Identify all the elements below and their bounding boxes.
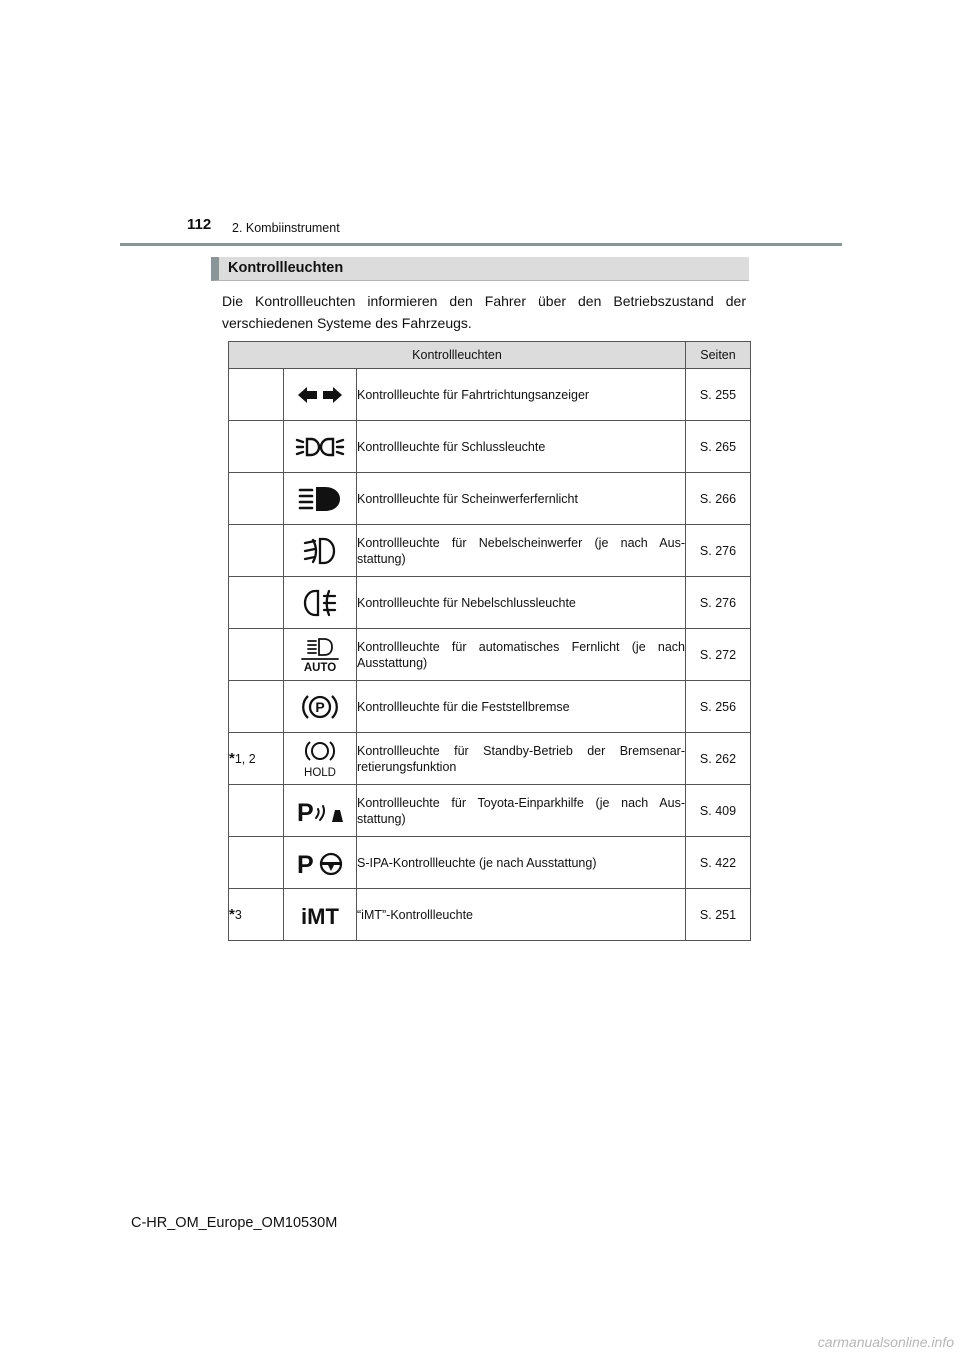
auto-label: AUTO [303, 661, 337, 673]
row-page-ref: S. 255 [686, 369, 751, 421]
row-description: “iMT”-Kontrollleuchte [357, 889, 686, 941]
row-page-ref: S. 276 [686, 577, 751, 629]
row-page-ref: S. 276 [686, 525, 751, 577]
rear-fog-light-icon [302, 589, 338, 617]
row-description: Kontrollleuchte für automatisches Fernlicht (je nach Ausstattung) [357, 629, 686, 681]
row-note [229, 837, 284, 889]
page-number: 112 [187, 216, 212, 233]
footnote-ref: 3 [234, 907, 242, 922]
p-label: P [315, 698, 325, 715]
row-note [229, 421, 284, 473]
row-description: Kontrollleuchte für Standby-Betrieb der Bremsenar-retierungsfunktion [357, 733, 686, 785]
table-row [229, 421, 751, 473]
watermark: carmanualsonline.info [817, 1334, 954, 1350]
header-rule [120, 243, 842, 246]
document-id-footer: C-HR_OM_Europe_OM10530M [131, 1215, 338, 1231]
hold-label: HOLD [304, 766, 336, 779]
row-description: Kontrollleuchte für die Feststellbremse [357, 681, 686, 733]
row-description: Kontrollleuchte für Toyota-Einparkhilfe (je nach Aus-stattung) [357, 785, 686, 837]
auto-high-beam-icon [300, 637, 340, 673]
parking-assist-icon [296, 797, 344, 825]
row-page-ref: S. 422 [686, 837, 751, 889]
row-page-ref: S. 272 [686, 629, 751, 681]
high-beam-icon [298, 486, 342, 512]
table-row [229, 889, 751, 941]
row-page-ref: S. 266 [686, 473, 751, 525]
table-row [229, 525, 751, 577]
row-description: Kontrollleuchte für Fahrtrichtungsanzeiger [357, 369, 686, 421]
row-note [229, 473, 284, 525]
header-lights: Kontrollleuchten [229, 342, 686, 369]
turn-signal-arrows-icon [296, 385, 344, 405]
brake-hold-icon [300, 739, 340, 779]
row-page-ref: S. 262 [686, 733, 751, 785]
p-label: P [297, 850, 314, 877]
table-row [229, 733, 751, 785]
row-description: Kontrollleuchte für Nebelschlussleuchte [357, 577, 686, 629]
chapter-title: 2. Kombiinstrument [232, 221, 340, 235]
parking-brake-icon [300, 691, 340, 723]
table-row [229, 577, 751, 629]
row-description: S-IPA-Kontrollleuchte (je nach Ausstattung) [357, 837, 686, 889]
row-note [229, 889, 284, 941]
footnote-star: * [229, 905, 235, 923]
table-row [229, 369, 751, 421]
footnote-ref: 1, 2 [234, 751, 256, 766]
row-description: Kontrollleuchte für Scheinwerferfernlicht [357, 473, 686, 525]
table-header-row [229, 342, 751, 369]
row-note [229, 525, 284, 577]
p-label: P [297, 798, 314, 825]
imt-icon [295, 902, 345, 928]
imt-label: iMT [301, 903, 339, 928]
s-ipa-icon [296, 849, 344, 877]
footnote-star: * [229, 749, 235, 767]
table-row [229, 837, 751, 889]
table-row [229, 629, 751, 681]
row-note [229, 629, 284, 681]
row-page-ref: S. 409 [686, 785, 751, 837]
header-pages: Seiten [686, 342, 751, 369]
table-row [229, 681, 751, 733]
table-row [229, 785, 751, 837]
row-page-ref: S. 256 [686, 681, 751, 733]
row-page-ref: S. 265 [686, 421, 751, 473]
front-fog-light-icon [302, 537, 338, 565]
row-note [229, 577, 284, 629]
tail-light-icon [295, 435, 345, 459]
intro-paragraph: Die Kontrollleuchten informieren den Fahrer über den Betriebszustand der verschiedenen Systeme des Fahrzeugs. [222, 293, 746, 331]
row-page-ref: S. 251 [686, 889, 751, 941]
section-heading: Kontrollleuchten [211, 257, 749, 281]
table-row [229, 473, 751, 525]
row-note [229, 369, 284, 421]
row-note [229, 681, 284, 733]
indicator-table [228, 341, 751, 941]
row-description: Kontrollleuchte für Nebelscheinwerfer (je nach Aus-stattung) [357, 525, 686, 577]
row-note [229, 785, 284, 837]
row-note [229, 733, 284, 785]
row-description: Kontrollleuchte für Schlussleuchte [357, 421, 686, 473]
